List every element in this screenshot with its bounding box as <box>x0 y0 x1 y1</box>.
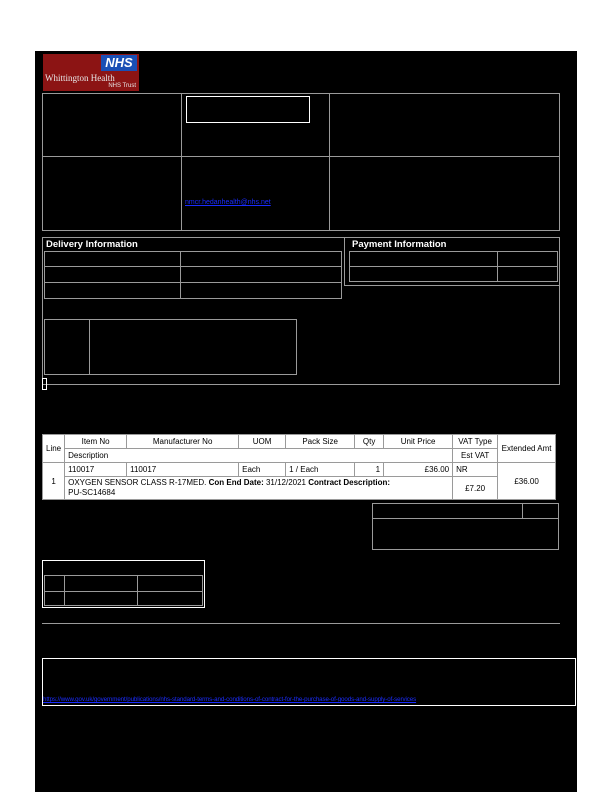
contract-code: PU-SC14684 <box>68 488 116 497</box>
header-uom: UOM <box>239 435 286 449</box>
nhs-badge: NHS <box>101 55 137 71</box>
row-qty: 1 <box>355 463 384 477</box>
row-item-no: 110017 <box>65 463 127 477</box>
row-unit-price: £36.00 <box>384 463 453 477</box>
row-description-cell <box>65 477 453 500</box>
header-item-no: Item No <box>65 435 127 449</box>
row-vat-type: NR <box>453 463 498 477</box>
nhs-logo <box>43 54 139 91</box>
header-description: Description <box>65 449 453 463</box>
terms-conditions-link[interactable]: https://www.gov.uk/government/publications/nhs-standard-terms-and-conditions-of-contract-for-the-purchase-of-goods-and-supply-of-services <box>43 696 417 703</box>
table-row-description <box>43 477 556 500</box>
payment-information-title: Payment Information <box>352 239 447 250</box>
row-manufacturer-no: 110017 <box>127 463 239 477</box>
header-vat-type: VAT Type <box>453 435 498 449</box>
row-description: OXYGEN SENSOR CLASS R-17MED. <box>68 478 207 487</box>
items-table <box>42 434 556 500</box>
org-subtitle: NHS Trust <box>108 83 136 89</box>
delivery-information-title: Delivery Information <box>46 239 138 250</box>
header-extended-amt: Extended Amt <box>498 435 556 463</box>
header-pack-size: Pack Size <box>286 435 355 449</box>
contact-email-link[interactable]: nmcr.hedanhealth@nhs.net <box>185 199 271 206</box>
con-end-date: 31/12/2021 <box>265 478 307 487</box>
delivery-grid <box>44 251 342 299</box>
header-qty: Qty <box>355 435 384 449</box>
row-line: 1 <box>43 463 65 500</box>
checkbox[interactable] <box>42 378 47 390</box>
contract-description-label: Contract Description: <box>308 478 391 487</box>
row-pack-size: 1 / Each <box>286 463 355 477</box>
header-est-vat: Est VAT <box>453 449 498 463</box>
header-line: Line <box>43 435 65 463</box>
header-manufacturer-no: Manufacturer No <box>127 435 239 449</box>
table-header-row-2 <box>43 449 556 463</box>
row-est-vat: £7.20 <box>453 477 498 500</box>
table-header-row <box>43 435 556 449</box>
org-name: Whittington Health <box>45 73 115 83</box>
con-end-label: Con End Date: <box>208 478 264 487</box>
row-uom: Each <box>239 463 286 477</box>
purchase-order-page <box>35 51 577 792</box>
totals-box <box>372 503 559 550</box>
section-divider <box>42 623 560 624</box>
po-number-box <box>186 96 310 123</box>
header-unit-price: Unit Price <box>384 435 453 449</box>
table-row <box>43 463 556 477</box>
notes-box <box>44 319 297 375</box>
row-extended-amt: £36.00 <box>498 463 556 500</box>
